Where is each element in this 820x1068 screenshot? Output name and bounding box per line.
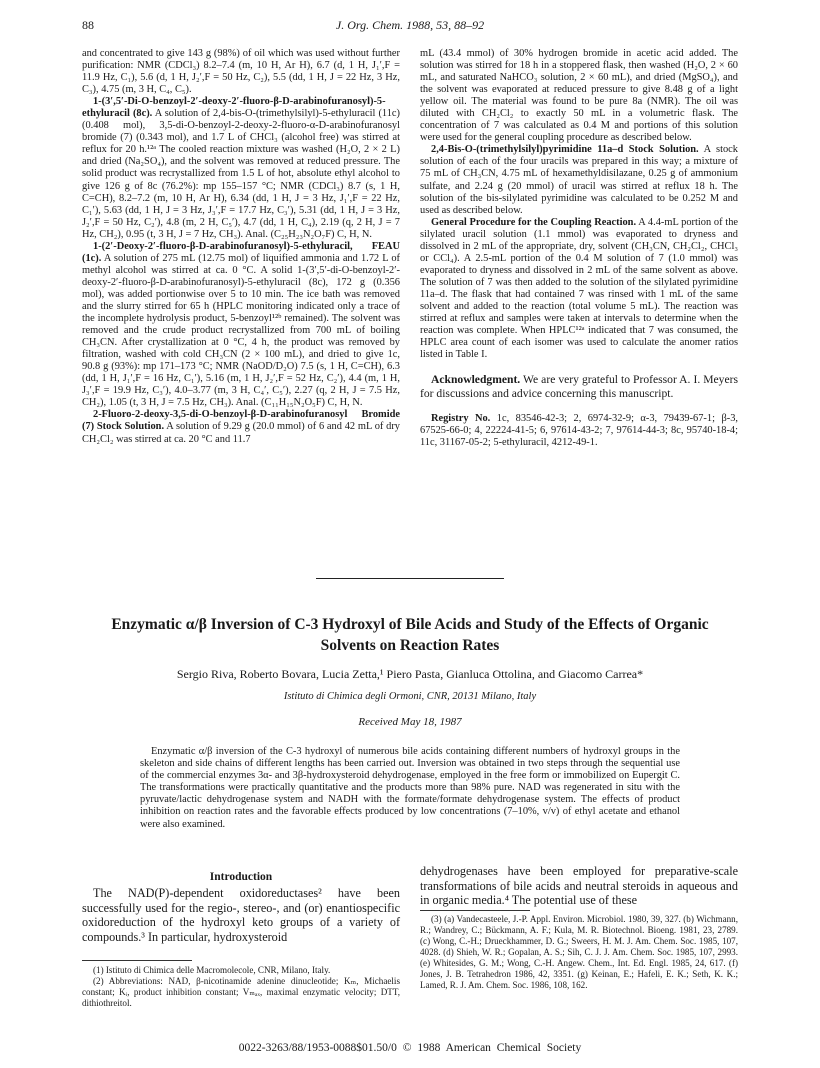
left-column	[82, 48, 400, 446]
paragraph	[82, 96, 400, 241]
compound-heading: 1-(3′,5′-Di-O-benzoyl-2′-deoxy-2′-fluoro-β-D-arabinofuranosyl)-5-ethyluracil (8c).	[82, 96, 386, 120]
affiliation: Istituto di Chimica degli Ormoni, CNR, 20131 Milano, Italy	[283, 691, 537, 702]
section-divider	[316, 578, 504, 579]
paragraph-body: A solution of 9.29 g (20.0 mmol) of 6 and 42 mL of dry CH₂Cl₂ was stirred at ca. 20 °C and 11.7	[82, 421, 400, 445]
footnotes-left	[82, 965, 400, 1009]
page-number: 88	[82, 18, 94, 32]
journal-citation: J. Org. Chem. 1988, 53, 88–92	[335, 18, 485, 32]
procedure-heading: General Procedure for the Coupling Reaction.	[431, 216, 637, 228]
introduction-right: dehydrogenases have been employed for preparative-scale transformations of bile acids and neutral steroids in aqueous and in organic media.⁴ The potential use of these	[420, 864, 738, 908]
paragraph-body: A 4.4-mL portion of the silylated uracil solution (1.1 mmol) was evaporated to dryness and dissolved in 2 mL of the appropriate, dry, solvent (CH₃CN, CH₂Cl₂, CHCl₃ or CCl₄). A 2.5-mL portion of the 0.4 M solution of 7 (1.0 mmol) was evaporated to dryness and dissolved in 2 mL of the same solvent as above. The solution of 7 was then added to the solution of the silylated pyrimidine 11a–d. The flask that had contained 7 was rinsed with 1 mL of the same solvent and added to the reaction (total volume 5 mL). The reaction was stirred at reflux and samples were taken at intervals to determine when the reaction was complete. When HPLC¹²ᵃ indicated that 7 was consumed, the HPLC area count of each isomer was used to calculate the anomer ratios listed in Table I.	[420, 216, 738, 361]
received-date: Received May 18, 1987	[358, 716, 462, 728]
paragraph	[82, 409, 400, 445]
running-header	[82, 18, 738, 34]
acknowledgment	[420, 373, 738, 401]
paragraph: and concentrated to give 143 g (98%) of oil which was used without further purification: NMR (CDCl₃) 8.2–7.4 (m, 10 H, Ar H), 6.7 (d, 1 H, J₁′,F = 11.9 Hz, C₁), 5.6 (d, 1 H, J₂′,F = 50 Hz, C₂), 5.5 (dd, 1 H, J = 22 Hz, 3 Hz, C₃), 4.75 (m, 3 H, C₄, C₅).	[82, 48, 400, 96]
registry-body: 1c, 83546-42-3; 2, 6974-32-9; α-3, 79439-67-1; β-3, 67525-66-0; 4, 22224-41-5; 6, 97614-43-2; 7, 97614-44-3; 8c, 95740-18-4; 11c, 31167-05-2; 5-ethyluracil, 4212-49-1.	[420, 413, 738, 449]
registry-numbers	[420, 413, 738, 449]
paragraph-body: A solution of 2,4-bis-O-(trimethylsilyl)-5-ethyluracil (11c) (0.408 mol), 3,5-di-O-benzoyl-2-deoxy-2-fluoro-α-D-arabinofuranosyl bromide (7) (0.343 mol), and 1.7 L of CHCl₃ (alcohol free) was stirred at reflux for 20 h.¹²ᵃ The cooled reaction mixture was washed (H₂O, 2 × 2 L) and dried (Na₂SO₄), and the solvent was removed at reduced pressure. The solid product was recrystallized from 1.5 L of hot, absolute ethyl alcohol to give 126 g of 8c (76.2%): mp 155–157 °C; NMR (CDCl₃) 8.7 (s, 1 H, C=CH), 8.2–7.2 (m, 10 H, Ar H), 6.34 (dd, 1 H, J = 3 Hz, J₁′,F = 22 Hz, C₁′), 5.63 (dd, 1 H, J = 3 Hz, J₃′,F = 17.7 Hz, C₃′), 5.31 (dd, 1 H, J = 3 Hz, J₂′,F = 50 Hz, C₂′), 4.8 (m, 2 H, C₅′), 4.7 (dd, 1 H, C₄), 2.19 (q, 2 H, J = 7 Hz, CH₂), 0.95 (t, 3 H, J = 7 Hz, CH₃). Anal. (C₂₅H₂₃N₂O₇F) C, H, N.	[82, 108, 400, 240]
paragraph: mL (43.4 mmol) of 30% hydrogen bromide in acetic acid added. The solution was stirred for 18 h in a stoppered flask, then washed (H₂O, 2 × 60 mL, and saturated NaHCO₃ solution, 2 × 60 mL), and dried (MgSO₄), and the solvent was evaporated at reduced pressure to give 8.48 g of a light yellow oil. The material was found to be pure 8a (NMR). The oil was diluted with CH₂Cl₂ to exactly 50 mL in a volumetric flask. The concentration of 7 was calculated as 0.4 M and portions of this solution were used for the general coupling procedure as described below.	[420, 48, 738, 144]
footnote: (3) (a) Vandecasteele, J.-P. Appl. Environ. Microbiol. 1980, 39, 327. (b) Wichmann, R.; Wandrey, C.; Bückmann, A. F.; Kula, M. R. Biotechnol. Bioeng. 1981, 23, 2789. (c) Wong, C.-H.; Drueckhammer, D. G.; Sweers, H. M. J. Am. Chem. Soc. 1985, 107, 4028. (d) Shieh, W. R.; Gopalan, A. S.; Sih, C. J. J. Am. Chem. Soc. 1985, 107, 2993. (e) Whitesides, G. M.; Wong, C.-H. Angew. Chem., Int. Ed. Engl. 1985, 24, 617. (f) Jones, J. B. Tetrahedron 1986, 42, 3351. (g) Keinan, E.; Hafeli, E. K.; Seth, K. K.; Lamed, R. J. Am. Chem. Soc. 1986, 108, 162.	[420, 914, 738, 990]
right-column	[420, 48, 738, 449]
paragraph-body: A stock solution of each of the four uracils was prepared in this way; a mixture of 75 mL of CH₃CN, 4.75 mL of hexamethyldisilazane, 0.25 g of ammonium sulfate, and 2.24 g (20 mmol) of uracil was stirred at reflux 18 h. The solution of the bis-silylated pyrimidine was calculated to be 0.252 M and used as described below.	[420, 144, 738, 216]
compound-heading: 2,4-Bis-O-(trimethylsilyl)pyrimidine 11a–d Stock Solution.	[431, 144, 699, 156]
footnote-rule	[82, 960, 192, 961]
paragraph	[82, 241, 400, 410]
section-heading-introduction: Introduction	[209, 871, 273, 883]
compound-heading: 2-Fluoro-2-deoxy-3,5-di-O-benzoyl-β-D-arabinofuranosyl Bromide (7) Stock Solution.	[82, 409, 400, 433]
author-list: Sergio Riva, Roberto Bovara, Lucia Zetta,¹ Piero Pasta, Gianluca Ottolina, and Giacomo Carrea*	[176, 667, 644, 681]
footnotes-right	[420, 914, 738, 991]
paragraph	[420, 217, 738, 362]
acknowledgment-heading: Acknowledgment.	[431, 373, 521, 387]
footnote: (1) Istituto di Chimica delle Macromolecole, CNR, Milano, Italy.	[93, 965, 331, 975]
copyright-footer: 0022-3263/88/1953-0088$01.50/0 © 1988 American Chemical Society	[238, 1042, 582, 1054]
abstract: Enzymatic α/β inversion of the C-3 hydroxyl of numerous bile acids containing different numbers of hydroxyl groups in the skeleton and side chains of different lengths has been carried out. Inversion was obtained in two steps through the sequential use of the commercial enzymes 3α- and 3β-hydroxysteroid dehydrogenase, employed in the free form or immobilized on Eupergit C. The transformations were practically quantitative and the products more than 98% pure. NAD was regenerated in situ with the pyruvate/lactic dehydrogenase system and NADH with the formate/formate dehydrogenase system. The effects of product inhibition on reaction rates and the favorable effects produced by low concentrations (7–10%, v/v) of ethyl acetate and ethanol were also examined.	[140, 746, 680, 830]
footnote-rule	[420, 910, 530, 911]
registry-heading: Registry No.	[431, 413, 491, 425]
article-title: Enzymatic α/β Inversion of C-3 Hydroxyl of Bile Acids and Study of the Effects of Organic Solvents on Reaction Rates	[111, 616, 709, 654]
compound-heading: 1-(2′-Deoxy-2′-fluoro-β-D-arabinofuranosyl)-5-ethyluracil, FEAU (1c).	[82, 240, 400, 264]
introduction-left: The NAD(P)-dependent oxidoreductases² have been successfully used for the regio-, stereo-, and (or) enantiospecific oxidoreduction of the hydroxyl keto groups of a variety of compounds.³ In particular, hydroxysteroid	[82, 886, 400, 944]
footnote: (2) Abbreviations: NAD, β-nicotinamide adenine dinucleotide; Kₘ, Michaelis constant; Kᵢ, product inhibition constant; Vₘₐₓ, maximal enzymatic velocity; DTT, dithiothreitol.	[82, 976, 400, 1008]
acknowledgment-body: We are very grateful to Professor A. I. Meyers for discussions and advice concerning this manuscript.	[420, 373, 738, 401]
paragraph-body: A solution of 275 mL (12.75 mol) of liquified ammonia and 1.72 L of methyl alcohol was stirred at ca. 0 °C. A solid 1-(3′,5′-di-O-benzoyl-2′-deoxy-2′-fluoro-β-D-arabinofuranosyl)-5-ethyluracil (8c), 172 g (0.356 mol), was added portionwise over 5 to 10 min. The ice bath was removed and the slurry stirred for 65 h (HPLC monitoring indicated only a trace of the incomplete hydrolysis product, 5-benzoyl¹²ᵇ remained). The solvent was removed and the crude product recrystallized from 700 mL of boiling CH₃CN. After crystallization at 0 °C, 4 h, the product was removed by filtration, washed with cold CH₃CN (2 × 100 mL), and dried to give 1c, 90.8 g (93%): mp 171–173 °C; NMR (NaOD/D₂O) 7.5 (s, 1 H, C=CH), 6.3 (dd, 1 H, J₁′,F = 16 Hz, C₁′), 5.16 (m, 1 H, J₂′,F = 52 Hz, C₂′), 4.4 (m, 1 H, J₃′,F = 19.9 Hz, C₃′), 4.0–3.77 (m, 3 H, C₄′, C₅′), 2.27 (q, 2 H, J = 7.5 Hz, CH₂), 1.05 (t, 3 H, J = 7.5 Hz, CH₃). Anal. (C₁₁H₁₅N₂O₅F) C, H, N.	[82, 252, 400, 409]
paragraph	[420, 144, 738, 216]
